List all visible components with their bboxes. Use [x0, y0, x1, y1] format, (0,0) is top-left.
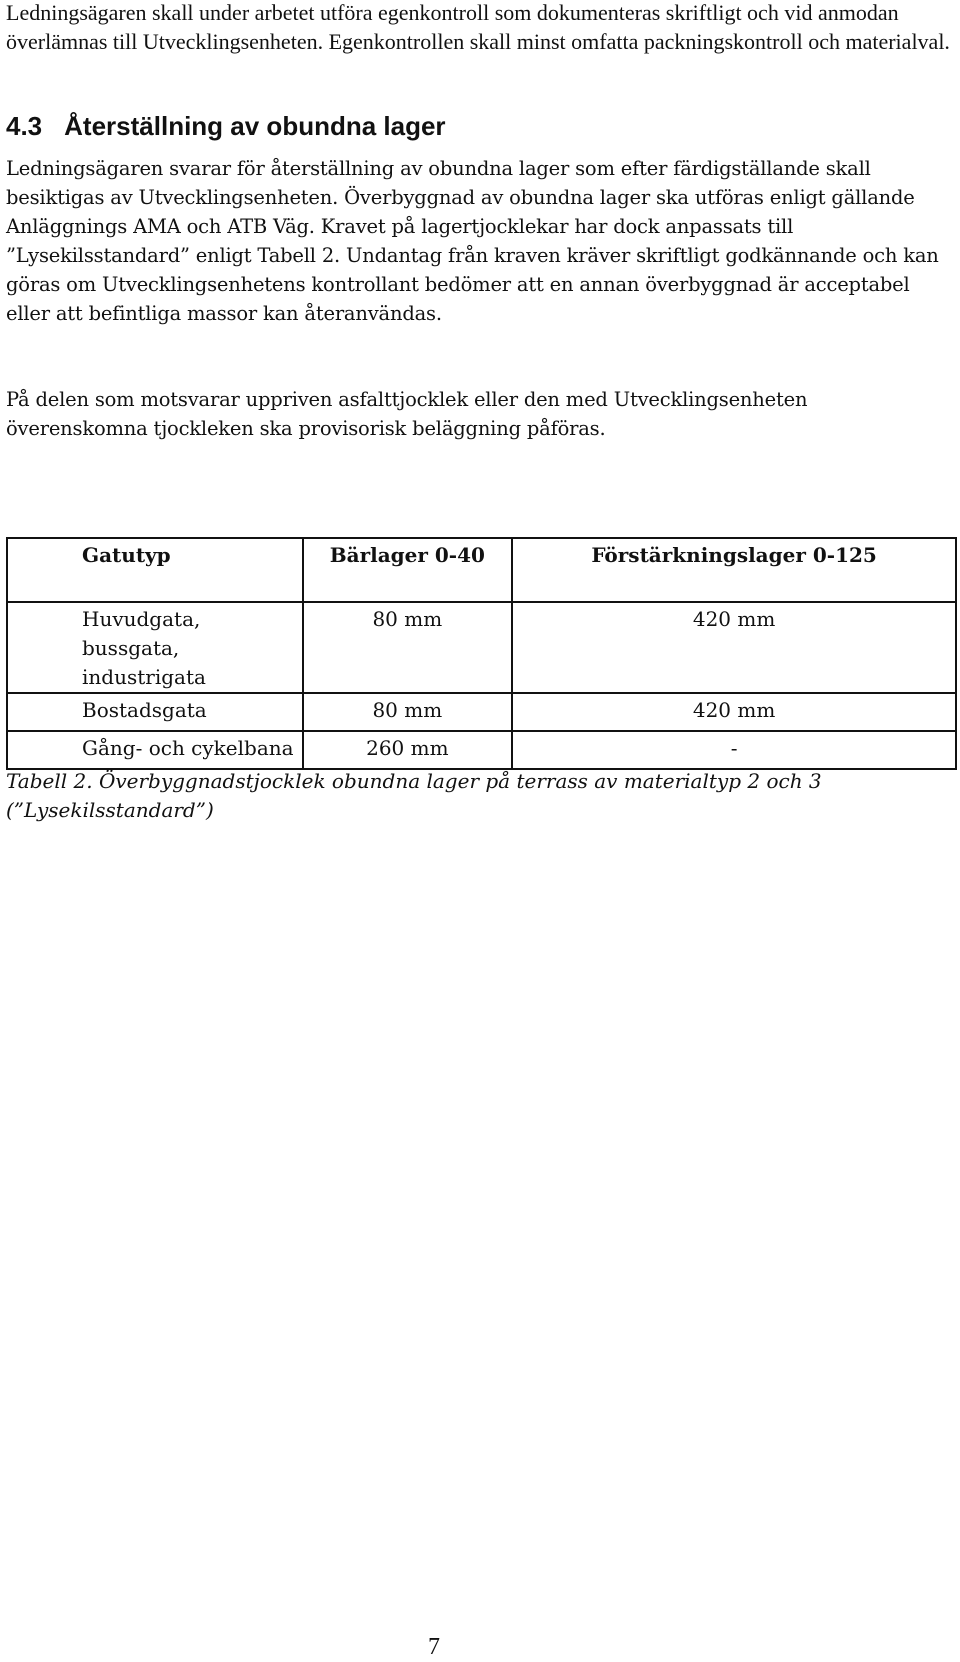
table-row	[7, 693, 956, 731]
table-header-cell: Bärlager 0-40	[303, 538, 513, 602]
table-header-row	[7, 538, 956, 602]
table-cell: 80 mm	[303, 602, 513, 693]
table-cell: Bostadsgata	[7, 693, 303, 731]
body-paragraph: Ledningsägaren svarar för återställning av obundna lager som efter färdigställande skall besiktigas av Utvecklingsenheten. Överbyggnad av obundna lager ska utföras enligt gällande Anläggnings AMA och ATB Väg. Kravet på lagertjocklekar har dock anpassats till ”Lysekilsstandard” enligt Tabell 2. Undantag från kraven kräver skriftligt godkännande och kan göras om Utvecklingsenhetens kontrollant bedömer att en annan överbyggnad är acceptabel eller att befintliga massor kan återanvändas.	[6, 157, 939, 325]
table-cell: 420 mm	[512, 602, 956, 693]
section-number: 4.3	[6, 111, 43, 141]
table-caption: Tabell 2. Överbyggnadstjocklek obundna lager på terrass av materialtyp 2 och 3 (”Lysekilsstandard”)	[6, 769, 822, 822]
table-header-cell: Förstärkningslager 0-125	[512, 538, 956, 602]
table-cell: Gång- och cykelbana	[7, 731, 303, 769]
table-cell: -	[512, 731, 956, 769]
intro-paragraph: Ledningsägaren skall under arbetet utföra egenkontroll som dokumenteras skriftligt och vid anmodan överlämnas till Utvecklingsenheten. Egenkontrollen skall minst omfatta packningskontroll och materialval.	[6, 0, 950, 54]
page-number: 7	[428, 1634, 440, 1660]
body-paragraph: På delen som motsvarar uppriven asfalttjocklek eller den med Utvecklingsenheten överenskomna tjockleken ska provisorisk beläggning påföras.	[6, 388, 808, 440]
table-cell: 260 mm	[303, 731, 513, 769]
table-row	[7, 602, 956, 693]
table-cell: 420 mm	[512, 693, 956, 731]
table-header-cell: Gatutyp	[7, 538, 303, 602]
section-heading	[6, 110, 446, 142]
table-cell: Huvudgata, bussgata, industrigata	[7, 602, 303, 693]
section-title: Återställning av obundna lager	[64, 111, 446, 141]
layer-thickness-table	[6, 537, 957, 770]
table-row	[7, 731, 956, 769]
table-cell: 80 mm	[303, 693, 513, 731]
